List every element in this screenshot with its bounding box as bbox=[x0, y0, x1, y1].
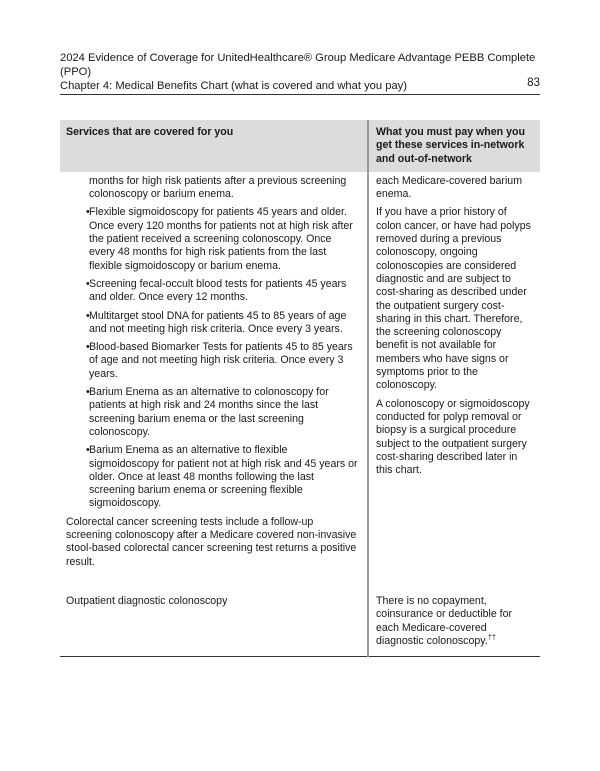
header-chapter: Chapter 4: Medical Benefits Chart (what is covered and what you pay) bbox=[60, 80, 407, 92]
list-item-text: Blood-based Biomarker Tests for patients 45 to 85 years of age and not meeting high risk criteria. Once every 3 years. bbox=[89, 341, 353, 380]
bullet-icon: • bbox=[86, 444, 90, 457]
table-header-row bbox=[60, 120, 540, 172]
page-header bbox=[60, 51, 540, 93]
page-number: 83 bbox=[527, 76, 540, 89]
header-title-line1: 2024 Evidence of Coverage for UnitedHealthcare® Group Medicare Advantage PEBB Complete bbox=[60, 52, 536, 64]
service-cell bbox=[60, 172, 368, 585]
pay-paragraph: each Medicare-covered barium enema. bbox=[376, 174, 523, 201]
list-item bbox=[66, 386, 359, 439]
list-item bbox=[66, 341, 359, 381]
list-item-text: Flexible sigmoidoscopy for patients 45 years and older. Once every 120 months for patients not at high risk after the patient received a screening colonoscopy. Once every 48 months for high risk patients from the last flexible sigmoidoscopy or barium enema. bbox=[89, 206, 353, 272]
col-header-pay: What you must pay when you get these services in-network and out-of-network bbox=[368, 120, 540, 172]
bullet-icon: • bbox=[86, 341, 90, 354]
service-name: Outpatient diagnostic colonoscopy bbox=[66, 594, 228, 607]
service-cell bbox=[60, 585, 368, 657]
header-divider bbox=[60, 94, 540, 95]
pay-cell bbox=[368, 172, 540, 585]
col-header-services: Services that are covered for you bbox=[60, 120, 368, 172]
bullet-icon: • bbox=[86, 309, 90, 322]
list-item-text: Barium Enema as an alternative to flexible sigmoidoscopy for patient not at high risk and 45 years or older. Once at least 48 months following the last screening barium enema or screening flexible sigmoidoscopy. bbox=[89, 444, 358, 510]
table-row bbox=[60, 585, 540, 657]
pay-paragraph: A colonoscopy or sigmoidoscopy conducted for polyp removal or biopsy is a surgical procedure subject to the outpatient surgery cost-sharing described later in this chart. bbox=[376, 397, 530, 477]
benefits-chart-table bbox=[60, 120, 540, 657]
list-item bbox=[66, 278, 359, 305]
list-item bbox=[66, 310, 359, 337]
bullet-icon: • bbox=[86, 277, 90, 290]
continuation-text: months for high risk patients after a previous screening colonoscopy or barium enema. bbox=[89, 174, 347, 201]
header-title-line2: (PPO) bbox=[60, 66, 92, 78]
table-row bbox=[60, 172, 540, 585]
list-item-text: Screening fecal-occult blood tests for patients 45 years and older. Once every 12 months. bbox=[89, 277, 347, 304]
pay-cell bbox=[368, 585, 540, 657]
list-item bbox=[66, 206, 359, 272]
bullet-icon: • bbox=[86, 206, 90, 219]
pay-text: There is no copayment, coinsurance or deductible for each Medicare-covered diagnostic colonoscopy. bbox=[376, 594, 513, 647]
list-item-text: Barium Enema as an alternative to colonoscopy for patients at high risk and 24 months since the last screening barium enema or the last screening colonoscopy. bbox=[89, 386, 329, 438]
follow-up-text: Colorectal cancer screening tests include a follow-up screening colonoscopy after a Medicare covered non-invasive stool-based colorectal cancer screening test returns a positive result. bbox=[66, 515, 357, 568]
list-item bbox=[66, 444, 359, 510]
footnote-mark: †† bbox=[487, 632, 497, 642]
bullet-icon: • bbox=[86, 386, 90, 399]
list-item-text: Multitarget stool DNA for patients 45 to 85 years of age and not meeting high risk criteria. Once every 3 years. bbox=[89, 309, 347, 335]
pay-paragraph: If you have a prior history of colon cancer, or have had polyps removed during a previous colonoscopy, ongoing colonoscopies are considered diagnostic and are subject to cost-sharing as described under the outpatient surgery cost-sharing in this chart. Therefore, the screening colonoscopy benefit is not available for members who have signs or symptoms prior to the colonoscopy. bbox=[376, 206, 531, 392]
